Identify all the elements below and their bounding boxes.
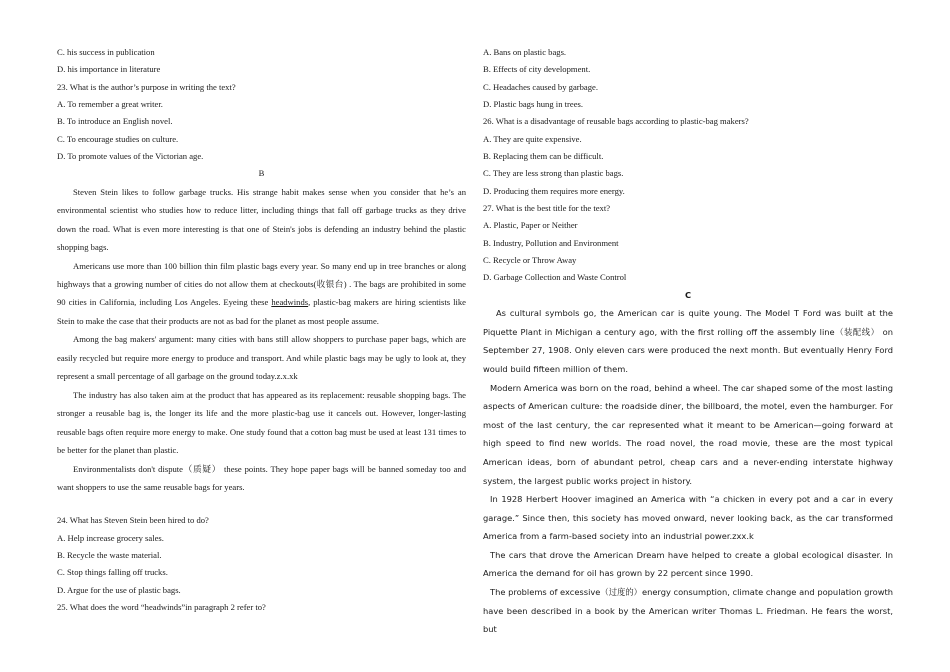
passage-b-paragraph-1: Steven Stein likes to follow garbage trucks. His strange habit makes sense when you consider that he’s an environmental scientist who studies how to reduce litter, including things that fall off garbage trucks as they drive down the road. What is even more interesting is that one of Stein's jobs is defending an industry behind the plastic shopping bags. [57,186,466,253]
passage-b-paragraph-3: Among the bag makers' argument: many cities with bans still allow shoppers to purchase paper bags, which are easily recycled but require more energy to produce and transport. And while plastic bags may be ugly to look at, they represent a small percentage of all garbage on the ground today.z.x.xk [57,334,466,382]
q25-option-c: C. Headaches caused by garbage. [483,81,599,92]
passage-b-paragraph-2 [57,257,466,331]
q25-question: 25. What does the word “headwinds”in paragraph 2 refer to? [57,602,266,613]
q25-option-a: A. Bans on plastic bags. [483,47,567,57]
q26-option-b: B. Replacing them can be difficult. [483,151,604,162]
q23-option-d: D. To promote values of the Victorian age. [57,151,204,162]
q27-option-a: A. Plastic, Paper or Neither [483,220,578,231]
q24-option-c: C. Stop things falling off trucks. [57,567,168,578]
right-column [483,44,893,639]
q23-option-c: C. To encourage studies on culture. [57,133,179,144]
q27-question: 27. What is the best title for the text? [483,203,611,214]
q24-question: 24. What has Steven Stein been hired to do? [57,515,209,526]
q26-option-d: D. Producing them requires more energy. [483,185,625,196]
q23-question: 23. What is the author’s purpose in writing the text? [57,81,236,92]
section-b-heading: B [258,168,265,179]
passage-b-paragraph-4: The industry has also taken aim at the product that has appeared as its replacement: reusable shopping bags. The stronger a reusable bag is, the longer its life and the more plastic-bag use it cancels out. However, longer-lasting reusable bags often require more energy to make. One study found that a cotton bag must be used at least 131 times to be better for the planet than plastic. [57,389,466,456]
q26-option-a: A. They are quite expensive. [483,133,582,144]
q24-option-a: A. Help increase grocery sales. [57,532,164,543]
q22-option-c: C. his success in publication [57,47,155,57]
q23-option-b: B. To introduce an English novel. [57,116,173,127]
q27-option-d: D. Garbage Collection and Waste Control [483,272,627,283]
q24-option-b: B. Recycle the waste material. [57,550,162,561]
left-column [57,44,466,617]
section-c-heading: C [684,289,692,300]
passage-c-paragraph-3: In 1928 Herbert Hoover imagined an America with “a chicken in every pot and a car in every garage.” Since then, this society has moved onward, never looking back, as the car transformed America from a farm-based society into an industrial power.zxx.k [483,494,893,542]
q26-question: 26. What is a disadvantage of reusable bags according to plastic-bag makers? [483,116,749,127]
q22-option-d: D. his importance in literature [57,64,161,75]
passage-c-paragraph-1: As cultural symbols go, the American car is quite young. The Model T Ford was built at the Piquette Plant in Michigan a century ago, with the first rolling off the assembly line（装配线） on September 27, 1908. Only eleven cars were produced the next month. But eventually Henry Ford would build fifteen million of them. [483,308,893,374]
passage-b-p2-text-before: Americans use more than 100 billion thin film plastic bags every year. So many end up in tree branches or along highways that a growing number of cities do not allow them at checkouts(收银台) . The bags are prohibited in some 90 cities in California, including Los Angeles. Eyeing these [57,260,466,308]
headwinds-underlined-word: headwinds [271,297,309,308]
spacer [57,496,466,512]
passage-b-p2-text-after: , plastic-bag makers are hiring scientists like Stein to make the case that their products are not as bad for the planet as most people assume. [57,297,466,326]
q24-option-d: D. Argue for the use of plastic bags. [57,584,181,595]
q23-option-a: A. To remember a great writer. [57,99,163,110]
passage-c-paragraph-5: The problems of excessive（过度的）energy consumption, climate change and population growth have been described in a book by the American writer Thomas L. Friedman. He fears the worst, but [483,587,893,635]
passage-c-paragraph-2: Modern America was born on the road, behind a wheel. The car shaped some of the most lasting aspects of American culture: the roadside diner, the billboard, the motel, even the hamburger. For most of the last century, the car represented what it meant to be American—going forward at high speed to find new worlds. The road novel, the road movie, these are the most typical American ideas, born of abundant petrol, cheap cars and a never-ending interstate highway system, the largest public works project in history. [483,382,893,486]
q27-option-c: C. Recycle or Throw Away [483,255,577,266]
q25-option-b: B. Effects of city development. [483,64,591,75]
passage-b-paragraph-5: Environmentalists don't dispute（质疑） these points. They hope paper bags will be banned someday too and want shoppers to use the same reusable bags for years. [57,463,466,492]
q26-option-c: C. They are less strong than plastic bags. [483,168,624,179]
passage-c-paragraph-4: The cars that drove the American Dream have helped to create a global ecological disaster. In America the demand for oil has grown by 22 percent since 1990. [483,549,893,579]
q27-option-b: B. Industry, Pollution and Environment [483,237,619,248]
q25-option-d: D. Plastic bags hung in trees. [483,99,584,110]
